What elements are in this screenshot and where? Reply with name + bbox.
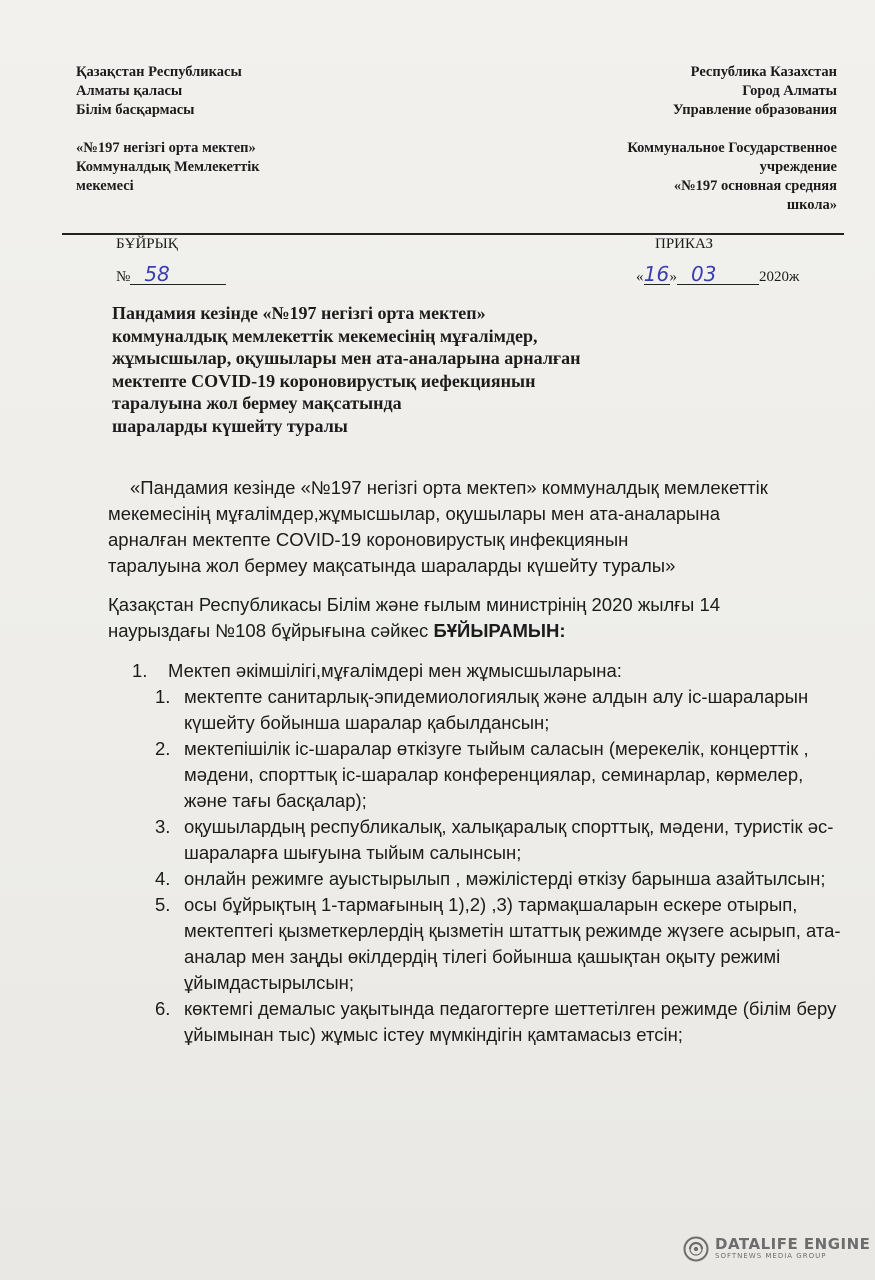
list-item-number: 1. bbox=[155, 686, 171, 707]
header-right-line: школа» bbox=[786, 197, 837, 213]
title-line: мектепте COVID-19 короновирустық иефекциянын bbox=[112, 370, 536, 391]
list-item-number: 5. bbox=[155, 894, 171, 915]
order-label-kz: БҰЙРЫҚ bbox=[116, 236, 178, 252]
title-line: коммуналдық мемлекеттік мекемесінің мұғалімдер, bbox=[112, 325, 538, 346]
order-number-value: 58 bbox=[130, 264, 226, 285]
list-item-text: осы бұйрықтың 1-тармағының 1),2) ,3) тармақшаларын ескере отырып, мектептегі қызметкерлердің қызметін штаттық режимде жүзеге асырып, ата-аналар мен заңды өкілдердің тілегі бойынша қашықтан оқыту режимі ұйымдастырылсын; bbox=[184, 894, 841, 993]
list-item-number: 2. bbox=[155, 738, 171, 759]
order-date bbox=[636, 264, 799, 286]
header-left-line: Білім басқармасы bbox=[76, 102, 195, 118]
header-left-line: Алматы қаласы bbox=[76, 83, 183, 99]
date-close-quote: » bbox=[669, 269, 677, 285]
order-preamble bbox=[108, 475, 853, 579]
date-year: 2020ж bbox=[759, 269, 800, 285]
header-right-line: «№197 основная средняя bbox=[673, 178, 837, 194]
title-line: Пандамия кезінде «№197 негізгі орта мектеп» bbox=[112, 303, 486, 323]
header-left-line: мекемесі bbox=[76, 178, 134, 194]
header-left-line: Коммунaлдық Мемлекеттік bbox=[76, 159, 260, 175]
header-right-line: Республика Казахстан bbox=[690, 64, 837, 80]
list-item-text: мектепте санитарлық-эпидемиологиялық және алдын алу іс-шараларын күшейту бойынша шаралар қабылдансын; bbox=[184, 686, 809, 733]
list-item bbox=[155, 996, 845, 1048]
order-number bbox=[116, 264, 226, 286]
order-basis bbox=[108, 592, 848, 644]
list-item bbox=[155, 866, 845, 892]
list-item-text: Мектеп әкімшілігі,мұғалімдері мен жұмысшыларына: bbox=[168, 660, 622, 681]
order-title bbox=[112, 302, 580, 437]
watermark bbox=[683, 1236, 870, 1262]
preamble-line: арналған мектепте COVID-19 короновирустық инфекциянын bbox=[108, 529, 629, 550]
title-line: шараларды күшейту туралы bbox=[112, 415, 348, 436]
watermark-title: DATALIFE ENGINE bbox=[715, 1235, 871, 1253]
date-month: 03 bbox=[677, 264, 759, 285]
header-left-line: Қазақстан Республикасы bbox=[76, 64, 242, 80]
preamble-line: мекемесінің мұғалімдер,жұмысшылар, оқушылары мен ата-аналарына bbox=[108, 503, 720, 524]
header-left-line: «№197 негізгі орта мектеп» bbox=[76, 140, 256, 156]
order-label-ru: ПРИКАЗ bbox=[655, 236, 713, 252]
order-number-prefix: № bbox=[116, 269, 131, 285]
list-item-main bbox=[132, 658, 622, 684]
title-line: таралуына жол бермеу мақсатында bbox=[112, 393, 402, 413]
preamble-line: «Пандамия кезінде «№197 негізгі орта мектеп» коммуналдық мемлекеттік bbox=[130, 477, 768, 498]
preamble-line: таралуына жол бермеу мақсатында шараларды күшейту туралы» bbox=[108, 555, 676, 576]
sub-list bbox=[155, 684, 845, 1048]
list-item-text: онлайн режимге ауыстырылып , мәжілістерді өткізу барынша азайтылсын; bbox=[184, 868, 826, 889]
date-open-quote: « bbox=[636, 269, 644, 285]
list-item bbox=[155, 892, 845, 996]
list-item-text: мектепішілік іс-шаралар өткізуге тыйым саласын (мерекелік, концерттік , мәдени, спорттық іс-шаралар конференциялар, семинарлар, көрмелер, және тағы басқалар); bbox=[184, 738, 809, 811]
list-item-number: 1. bbox=[132, 660, 148, 681]
basis-line: наурыздағы №108 бұйрығына сәйкес bbox=[108, 620, 434, 641]
header-right-line: учреждение bbox=[759, 159, 837, 175]
list-item bbox=[155, 684, 845, 736]
list-item bbox=[155, 736, 845, 814]
order-command: БҰЙЫРАМЫН: bbox=[433, 620, 566, 641]
header-left bbox=[76, 63, 260, 196]
header-right-line: Коммунальное Государственное bbox=[627, 140, 837, 156]
list-item bbox=[155, 814, 845, 866]
list-item-number: 6. bbox=[155, 998, 171, 1019]
dle-logo-icon bbox=[683, 1236, 709, 1262]
list-item-number: 4. bbox=[155, 868, 171, 889]
title-line: жұмысшылар, оқушылары мен ата-аналарына арналған bbox=[112, 348, 581, 368]
date-day: 16 bbox=[643, 262, 670, 286]
watermark-subtitle: SOFTNEWS MEDIA GROUP bbox=[715, 1252, 827, 1260]
header-right bbox=[627, 63, 837, 215]
header-right-line: Управление образования bbox=[672, 102, 837, 118]
list-item-text: көктемгі демалыс уақытында педагогтерге шеттетілген режимде (білім беру ұйымынан тыс) жұмыс істеу мүмкіндігін қамтамасыз етсін; bbox=[184, 998, 837, 1045]
basis-line: Қазақстан Республикасы Білім және ғылым министрінің 2020 жылғы 14 bbox=[108, 594, 721, 615]
header-divider bbox=[62, 233, 844, 235]
list-item-number: 3. bbox=[155, 816, 171, 837]
list-item-text: оқушылардың республикалық, халықаралық спорттық, мәдени, туристік әс-шараларға шығуына тыйым салынсын; bbox=[184, 816, 834, 863]
header-right-line: Город Алматы bbox=[742, 83, 837, 99]
